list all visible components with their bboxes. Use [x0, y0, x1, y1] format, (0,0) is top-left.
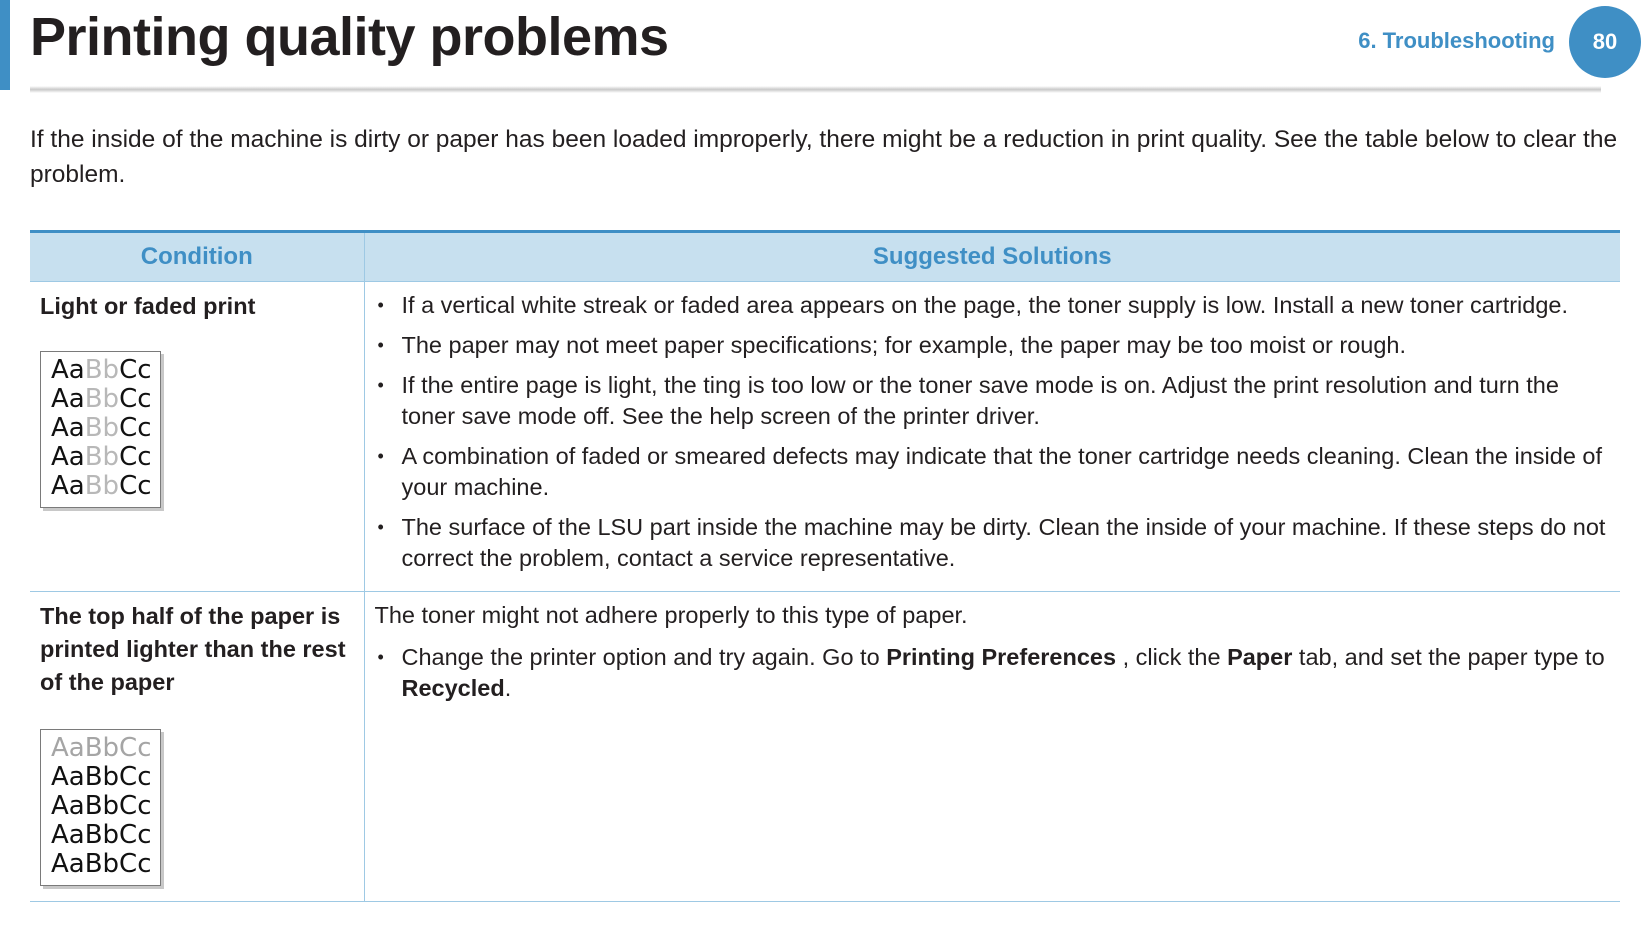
- column-header-solutions: Suggested Solutions: [364, 232, 1620, 282]
- page-number-badge: 80: [1569, 6, 1641, 78]
- intro-paragraph: If the inside of the machine is dirty or paper has been loaded improperly, there might be a reduction in print quality. See the table below to clear the problem.: [30, 126, 1618, 188]
- solution-intro: The toner might not adhere properly to this type of paper.: [374, 602, 968, 628]
- column-header-condition: Condition: [30, 232, 364, 282]
- condition-label: Light or faded print: [40, 293, 256, 319]
- solutions-list: [375, 290, 1611, 574]
- recycled-term: Recycled: [401, 675, 505, 701]
- sample-line: AaBbCc: [51, 384, 152, 414]
- sample-line: AaBbCc: [51, 849, 152, 879]
- accent-bar: [0, 0, 10, 90]
- sample-line: AaBbCc: [51, 471, 152, 501]
- sample-line: AaBbCc: [51, 442, 152, 472]
- sample-line: AaBbCc: [51, 413, 152, 443]
- list-item: • The surface of the LSU part inside the machine may be dirty. Clean the inside of your machine. If these steps do not correct the problem, contact a service representative.: [375, 512, 1611, 574]
- printing-preferences-term: Printing Preferences: [886, 644, 1117, 670]
- solutions-cell: [364, 282, 1620, 592]
- sample-line: AaBbCc: [51, 791, 152, 821]
- list-item: • If the entire page is light, the ting is too low or the toner save mode is on. Adjust the print resolution and turn the toner save mode off. See the help screen of the printer driver.: [375, 370, 1611, 432]
- solutions-cell: [364, 592, 1620, 902]
- table-header-row: [30, 232, 1620, 282]
- sample-line: AaBbCc: [51, 733, 152, 763]
- list-item: • Change the printer option and try again. Go to Printing Preferences , click the Paper tab, and set the paper type to Recycled.: [375, 642, 1611, 704]
- solutions-list: [375, 642, 1611, 704]
- sample-line: AaBbCc: [51, 355, 152, 385]
- condition-cell: [30, 592, 364, 902]
- table-row: [30, 282, 1620, 592]
- table-row: [30, 592, 1620, 902]
- sample-line: AaBbCc: [51, 762, 152, 792]
- condition-cell: [30, 282, 364, 592]
- quality-problems-table: [30, 230, 1620, 902]
- condition-label: The top half of the paper is printed lighter than the rest of the paper: [40, 603, 346, 695]
- top-half-light-sample-image: [40, 729, 161, 886]
- chapter-label: 6. Troubleshooting: [1358, 28, 1555, 53]
- sample-line: AaBbCc: [51, 820, 152, 850]
- list-item: • If a vertical white streak or faded area appears on the page, the toner supply is low. Install a new toner cartridge.: [375, 290, 1611, 321]
- paper-tab-term: Paper: [1227, 644, 1293, 670]
- page-title: Printing quality problems: [30, 7, 669, 67]
- faded-print-sample-image: [40, 351, 161, 508]
- list-item: • A combination of faded or smeared defects may indicate that the toner cartridge needs cleaning. Clean the inside of your machine.: [375, 441, 1611, 503]
- list-item: • The paper may not meet paper specifications; for example, the paper may be too moist or rough.: [375, 330, 1611, 361]
- title-divider: [30, 86, 1601, 93]
